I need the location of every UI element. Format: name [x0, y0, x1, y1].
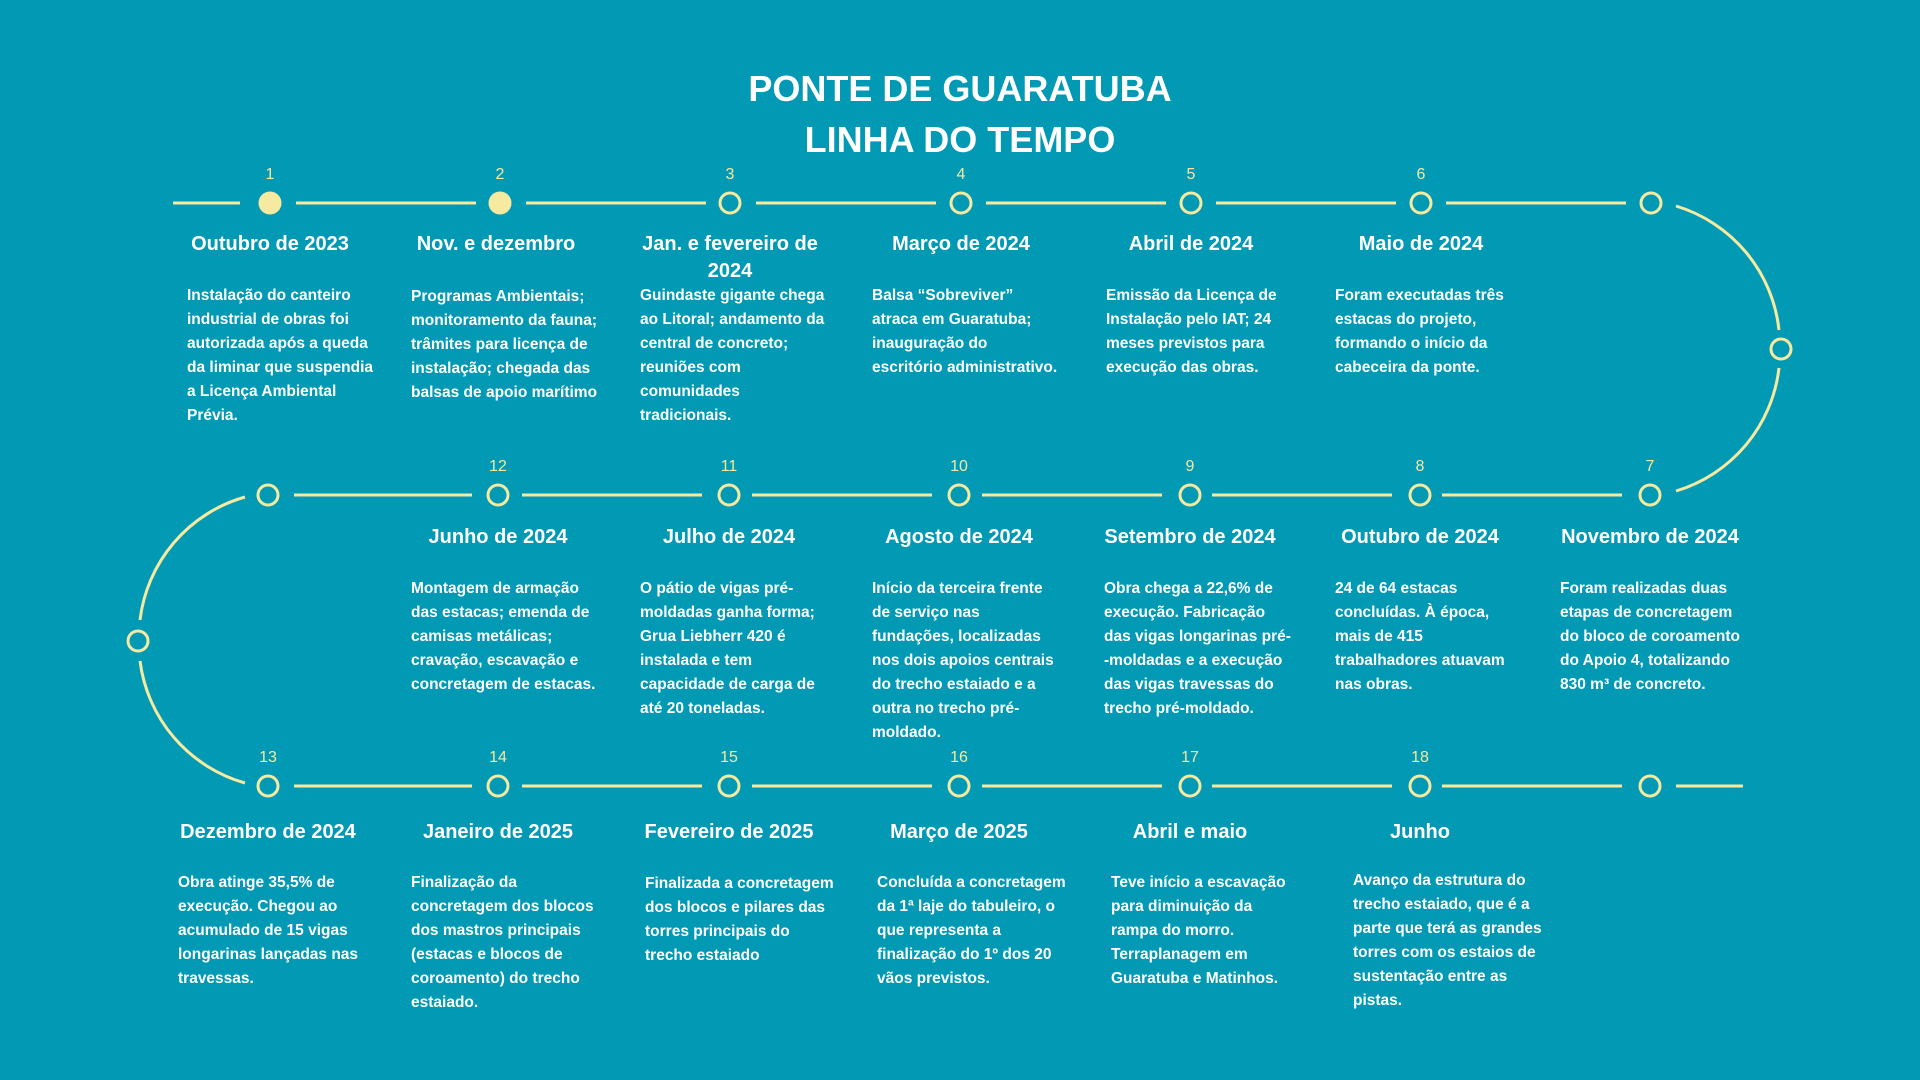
event-date: Agosto de 2024 — [885, 526, 1033, 548]
connector-arc-left — [140, 661, 245, 783]
event-number: 16 — [950, 749, 968, 766]
timeline-node — [488, 485, 508, 505]
timeline-node — [260, 193, 280, 213]
event-description: Instalação do canteiro industrial de obras foi autorizada após a queda da liminar que suspendia a Licença Ambiental Prévia. — [187, 287, 374, 424]
connector-arc-right — [1676, 206, 1779, 330]
event-description: Teve início a escavação para diminuição da rampa do morro. Terraplanagem em Guaratuba e Matinhos. — [1111, 874, 1286, 987]
event-date: Setembro de 2024 — [1104, 526, 1276, 548]
timeline-node — [490, 193, 510, 213]
event-description: 24 de 64 estacas concluídas. À época, mais de 415 trabalhadores atuavam nas obras. — [1335, 580, 1505, 693]
event-description: Programas Ambientais; monitoramento da fauna; trâmites para licença de instalação; chegada das balsas de apoio marítimo — [411, 288, 598, 401]
timeline-node — [719, 485, 739, 505]
event-number: 13 — [259, 749, 277, 766]
event-date: Nov. e dezembro — [416, 233, 576, 255]
event-description: Finalização da concretagem dos blocos dos mastros principais (estacas e blocos de coroamento) do trecho estaiado. — [411, 874, 594, 1011]
connector-arc-left — [140, 497, 245, 620]
event-description: Guindaste gigante chega ao Litoral; andamento da central de concreto; reuniões com comunidades tradicionais. — [640, 287, 825, 424]
event-number: 9 — [1185, 458, 1195, 475]
event-number: 4 — [956, 166, 966, 183]
event-number: 6 — [1416, 166, 1426, 183]
timeline-node — [1640, 485, 1660, 505]
timeline-node — [1641, 193, 1661, 213]
event-number: 7 — [1645, 458, 1655, 475]
event-number: 5 — [1186, 166, 1196, 183]
event-number: 15 — [720, 749, 738, 766]
event-date: Março de 2025 — [890, 821, 1028, 843]
event-description: Foram realizadas duas etapas de concretagem do bloco de coroamento do Apoio 4, totalizando 830 m³ de concreto. — [1560, 580, 1740, 693]
event-number: 18 — [1411, 749, 1429, 766]
timeline-node — [949, 485, 969, 505]
event-description: Montagem de armação das estacas; emenda de camisas metálicas; cravação, escavação e concretagem de estacas. — [411, 580, 596, 693]
event-number: 10 — [950, 458, 968, 475]
event-description: Obra chega a 22,6% de execução. Fabricação das vigas longarinas pré- -moldadas e a execução das vigas travessas do trecho pré-moldado. — [1104, 580, 1291, 717]
timeline-node — [1181, 193, 1201, 213]
event-date: Dezembro de 2024 — [180, 821, 356, 843]
timeline-node — [1410, 776, 1430, 796]
event-description: O pátio de vigas pré-moldadas ganha forma; Grua Liebherr 420 é instalada e tem capacidade de carga de até 20 toneladas. — [640, 580, 815, 717]
event-description: Avanço da estrutura do trecho estaiado, que é a parte que terá as grandes torres com os estaios de sustentação entre as pistas. — [1353, 872, 1542, 1009]
connector-arc-right — [1676, 368, 1779, 491]
event-date: Março de 2024 — [892, 233, 1030, 255]
event-number: 14 — [489, 749, 507, 766]
event-date: Abril de 2024 — [1128, 233, 1254, 255]
event-number: 2 — [495, 166, 505, 183]
timeline-node — [1771, 339, 1791, 359]
event-description: Balsa “Sobreviver” atraca em Guaratuba; inauguração do escritório administrativo. — [872, 287, 1058, 376]
event-description: Finalizada a concretagem dos blocos e pilares das torres principais do trecho estaiado — [645, 875, 834, 964]
event-date: Junho de 2024 — [428, 526, 568, 548]
timeline-node — [949, 776, 969, 796]
event-date: Junho — [1390, 821, 1450, 843]
event-description: Foram executadas três estacas do projeto, formando o início da cabeceira da ponte. — [1335, 287, 1504, 376]
event-date: Fevereiro de 2025 — [644, 821, 814, 843]
timeline-node — [719, 776, 739, 796]
event-description: Concluída a concretagem da 1ª laje do tabuleiro, o que representa a finalização do 1º dos 20 vãos previstos. — [877, 874, 1066, 987]
event-number: 12 — [489, 458, 507, 475]
timeline-node — [488, 776, 508, 796]
event-description: Início da terceira frente de serviço nas fundações, localizadas nos dois apoios centrais do trecho estaiado e a outra no trecho pré-moldado. — [872, 580, 1054, 741]
event-date: Outubro de 2024 — [1341, 526, 1499, 548]
event-number: 11 — [720, 458, 738, 475]
event-date: Maio de 2024 — [1358, 233, 1484, 255]
event-number: 17 — [1181, 749, 1199, 766]
timeline-node — [128, 631, 148, 651]
page-title: PONTE DE GUARATUBA — [748, 68, 1172, 109]
timeline-node — [1640, 776, 1660, 796]
event-number: 1 — [265, 166, 275, 183]
timeline-node — [258, 776, 278, 796]
timeline-node — [1180, 485, 1200, 505]
page-subtitle: LINHA DO TEMPO — [804, 119, 1116, 160]
event-description: Emissão da Licença de Instalação pelo IAT; 24 meses previstos para execução das obras. — [1106, 287, 1277, 376]
event-date: Jan. e fevereiro de 2024 — [642, 233, 818, 282]
timeline-node — [1410, 485, 1430, 505]
event-date: Novembro de 2024 — [1561, 526, 1739, 548]
timeline-node — [720, 193, 740, 213]
event-date: Julho de 2024 — [662, 526, 796, 548]
timeline-node — [1411, 193, 1431, 213]
event-date: Abril e maio — [1132, 821, 1248, 843]
event-number: 8 — [1415, 458, 1425, 475]
timeline-node — [258, 485, 278, 505]
event-number: 3 — [725, 166, 735, 183]
event-date: Outubro de 2023 — [191, 233, 349, 255]
event-date: Janeiro de 2025 — [422, 821, 574, 843]
timeline-node — [1180, 776, 1200, 796]
event-description: Obra atinge 35,5% de execução. Chegou ao acumulado de 15 vigas longarinas lançadas nas travessas. — [178, 874, 359, 987]
timeline-node — [951, 193, 971, 213]
